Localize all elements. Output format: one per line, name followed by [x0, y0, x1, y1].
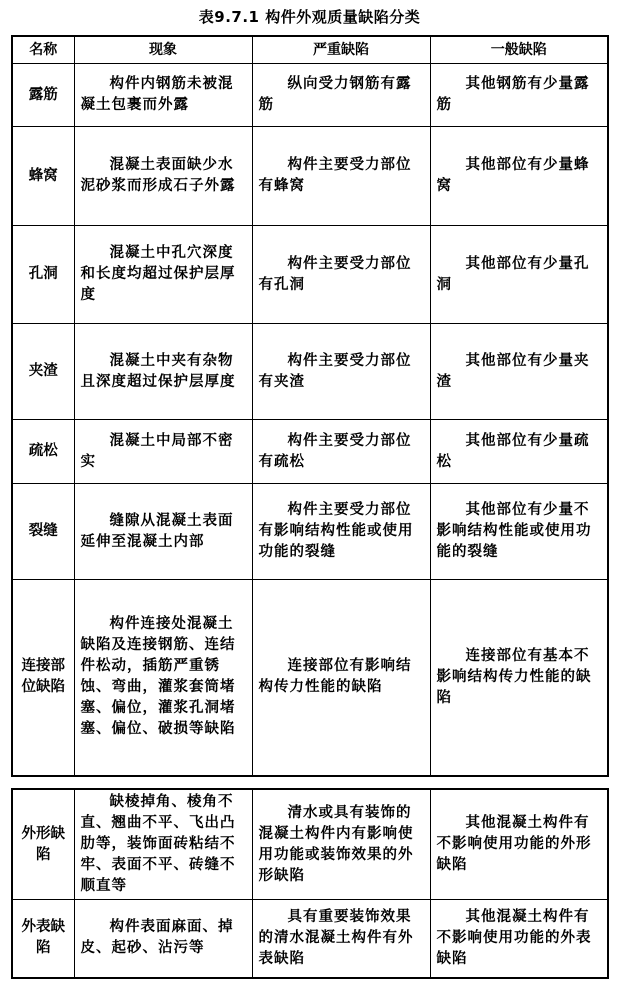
- table-row: [12, 127, 608, 226]
- table-row: [12, 580, 608, 776]
- row-name: 外表缺陷: [12, 900, 74, 978]
- defect-table: [11, 35, 609, 777]
- row-name: 疏松: [12, 420, 74, 484]
- row-general: 其他部位有少量疏松: [430, 420, 608, 484]
- header-phenomenon: 现象: [74, 36, 252, 64]
- row-phenomenon: 混凝土中局部不密实: [74, 420, 252, 484]
- row-serious: 构件主要受力部位有孔洞: [252, 226, 430, 324]
- row-serious: 构件主要受力部位有疏松: [252, 420, 430, 484]
- row-name: 外形缺陷: [12, 789, 74, 900]
- row-phenomenon: 混凝土中夹有杂物且深度超过保护层厚度: [74, 324, 252, 420]
- table-row: [12, 226, 608, 324]
- row-name: 夹渣: [12, 324, 74, 420]
- table-row: [12, 484, 608, 580]
- row-name: 裂缝: [12, 484, 74, 580]
- row-serious: 纵向受力钢筋有露筋: [252, 64, 430, 127]
- row-general: 其他部位有少量蜂窝: [430, 127, 608, 226]
- row-phenomenon: 缝隙从混凝土表面延伸至混凝土内部: [74, 484, 252, 580]
- table-title: 表9.7.1 构件外观质量缺陷分类: [198, 8, 421, 26]
- row-phenomenon: 混凝土中孔穴深度和长度均超过保护层厚度: [74, 226, 252, 324]
- header-serious: 严重缺陷: [252, 36, 430, 64]
- defect-table-continued: [11, 788, 609, 979]
- row-serious: 具有重要装饰效果的清水混凝土构件有外表缺陷: [252, 900, 430, 978]
- row-serious: 构件主要受力部位有影响结构性能或使用功能的裂缝: [252, 484, 430, 580]
- row-name: 露筋: [12, 64, 74, 127]
- row-phenomenon: 混凝土表面缺少水泥砂浆而形成石子外露: [74, 127, 252, 226]
- row-general: 其他钢筋有少量露筋: [430, 64, 608, 127]
- row-phenomenon: 构件内钢筋未被混凝土包裹而外露: [74, 64, 252, 127]
- row-serious: 清水或具有装饰的混凝土构件内有影响使用功能或装饰效果的外形缺陷: [252, 789, 430, 900]
- header-row: [12, 36, 608, 64]
- row-general: 其他混凝土构件有不影响使用功能的外形缺陷: [430, 789, 608, 900]
- row-general: 其他部位有少量不影响结构性能或使用功能的裂缝: [430, 484, 608, 580]
- header-name: 名称: [12, 36, 74, 64]
- row-phenomenon: 构件表面麻面、掉皮、起砂、沾污等: [74, 900, 252, 978]
- row-general: 其他部位有少量孔洞: [430, 226, 608, 324]
- row-name: 连接部位缺陷: [12, 580, 74, 776]
- row-name: 蜂窝: [12, 127, 74, 226]
- row-name: 孔洞: [12, 226, 74, 324]
- row-serious: 连接部位有影响结构传力性能的缺陷: [252, 580, 430, 776]
- row-phenomenon: 缺棱掉角、棱角不直、翘曲不平、飞出凸肋等，装饰面砖粘结不牢、表面不平、砖缝不顺直等: [74, 789, 252, 900]
- table-row: [12, 900, 608, 978]
- row-general: 其他混凝土构件有不影响使用功能的外表缺陷: [430, 900, 608, 978]
- table-row: [12, 64, 608, 127]
- row-general: 其他部位有少量夹渣: [430, 324, 608, 420]
- row-serious: 构件主要受力部位有蜂窝: [252, 127, 430, 226]
- table-row: [12, 324, 608, 420]
- row-phenomenon: 构件连接处混凝土缺陷及连接钢筋、连结件松动，插筋严重锈蚀、弯曲，灌浆套筒堵塞、偏位，灌浆孔洞堵塞、偏位、破损等缺陷: [74, 580, 252, 776]
- row-general: 连接部位有基本不影响结构传力性能的缺陷: [430, 580, 608, 776]
- table-row: [12, 420, 608, 484]
- table-row: [12, 789, 608, 900]
- row-serious: 构件主要受力部位有夹渣: [252, 324, 430, 420]
- header-general: 一般缺陷: [430, 36, 608, 64]
